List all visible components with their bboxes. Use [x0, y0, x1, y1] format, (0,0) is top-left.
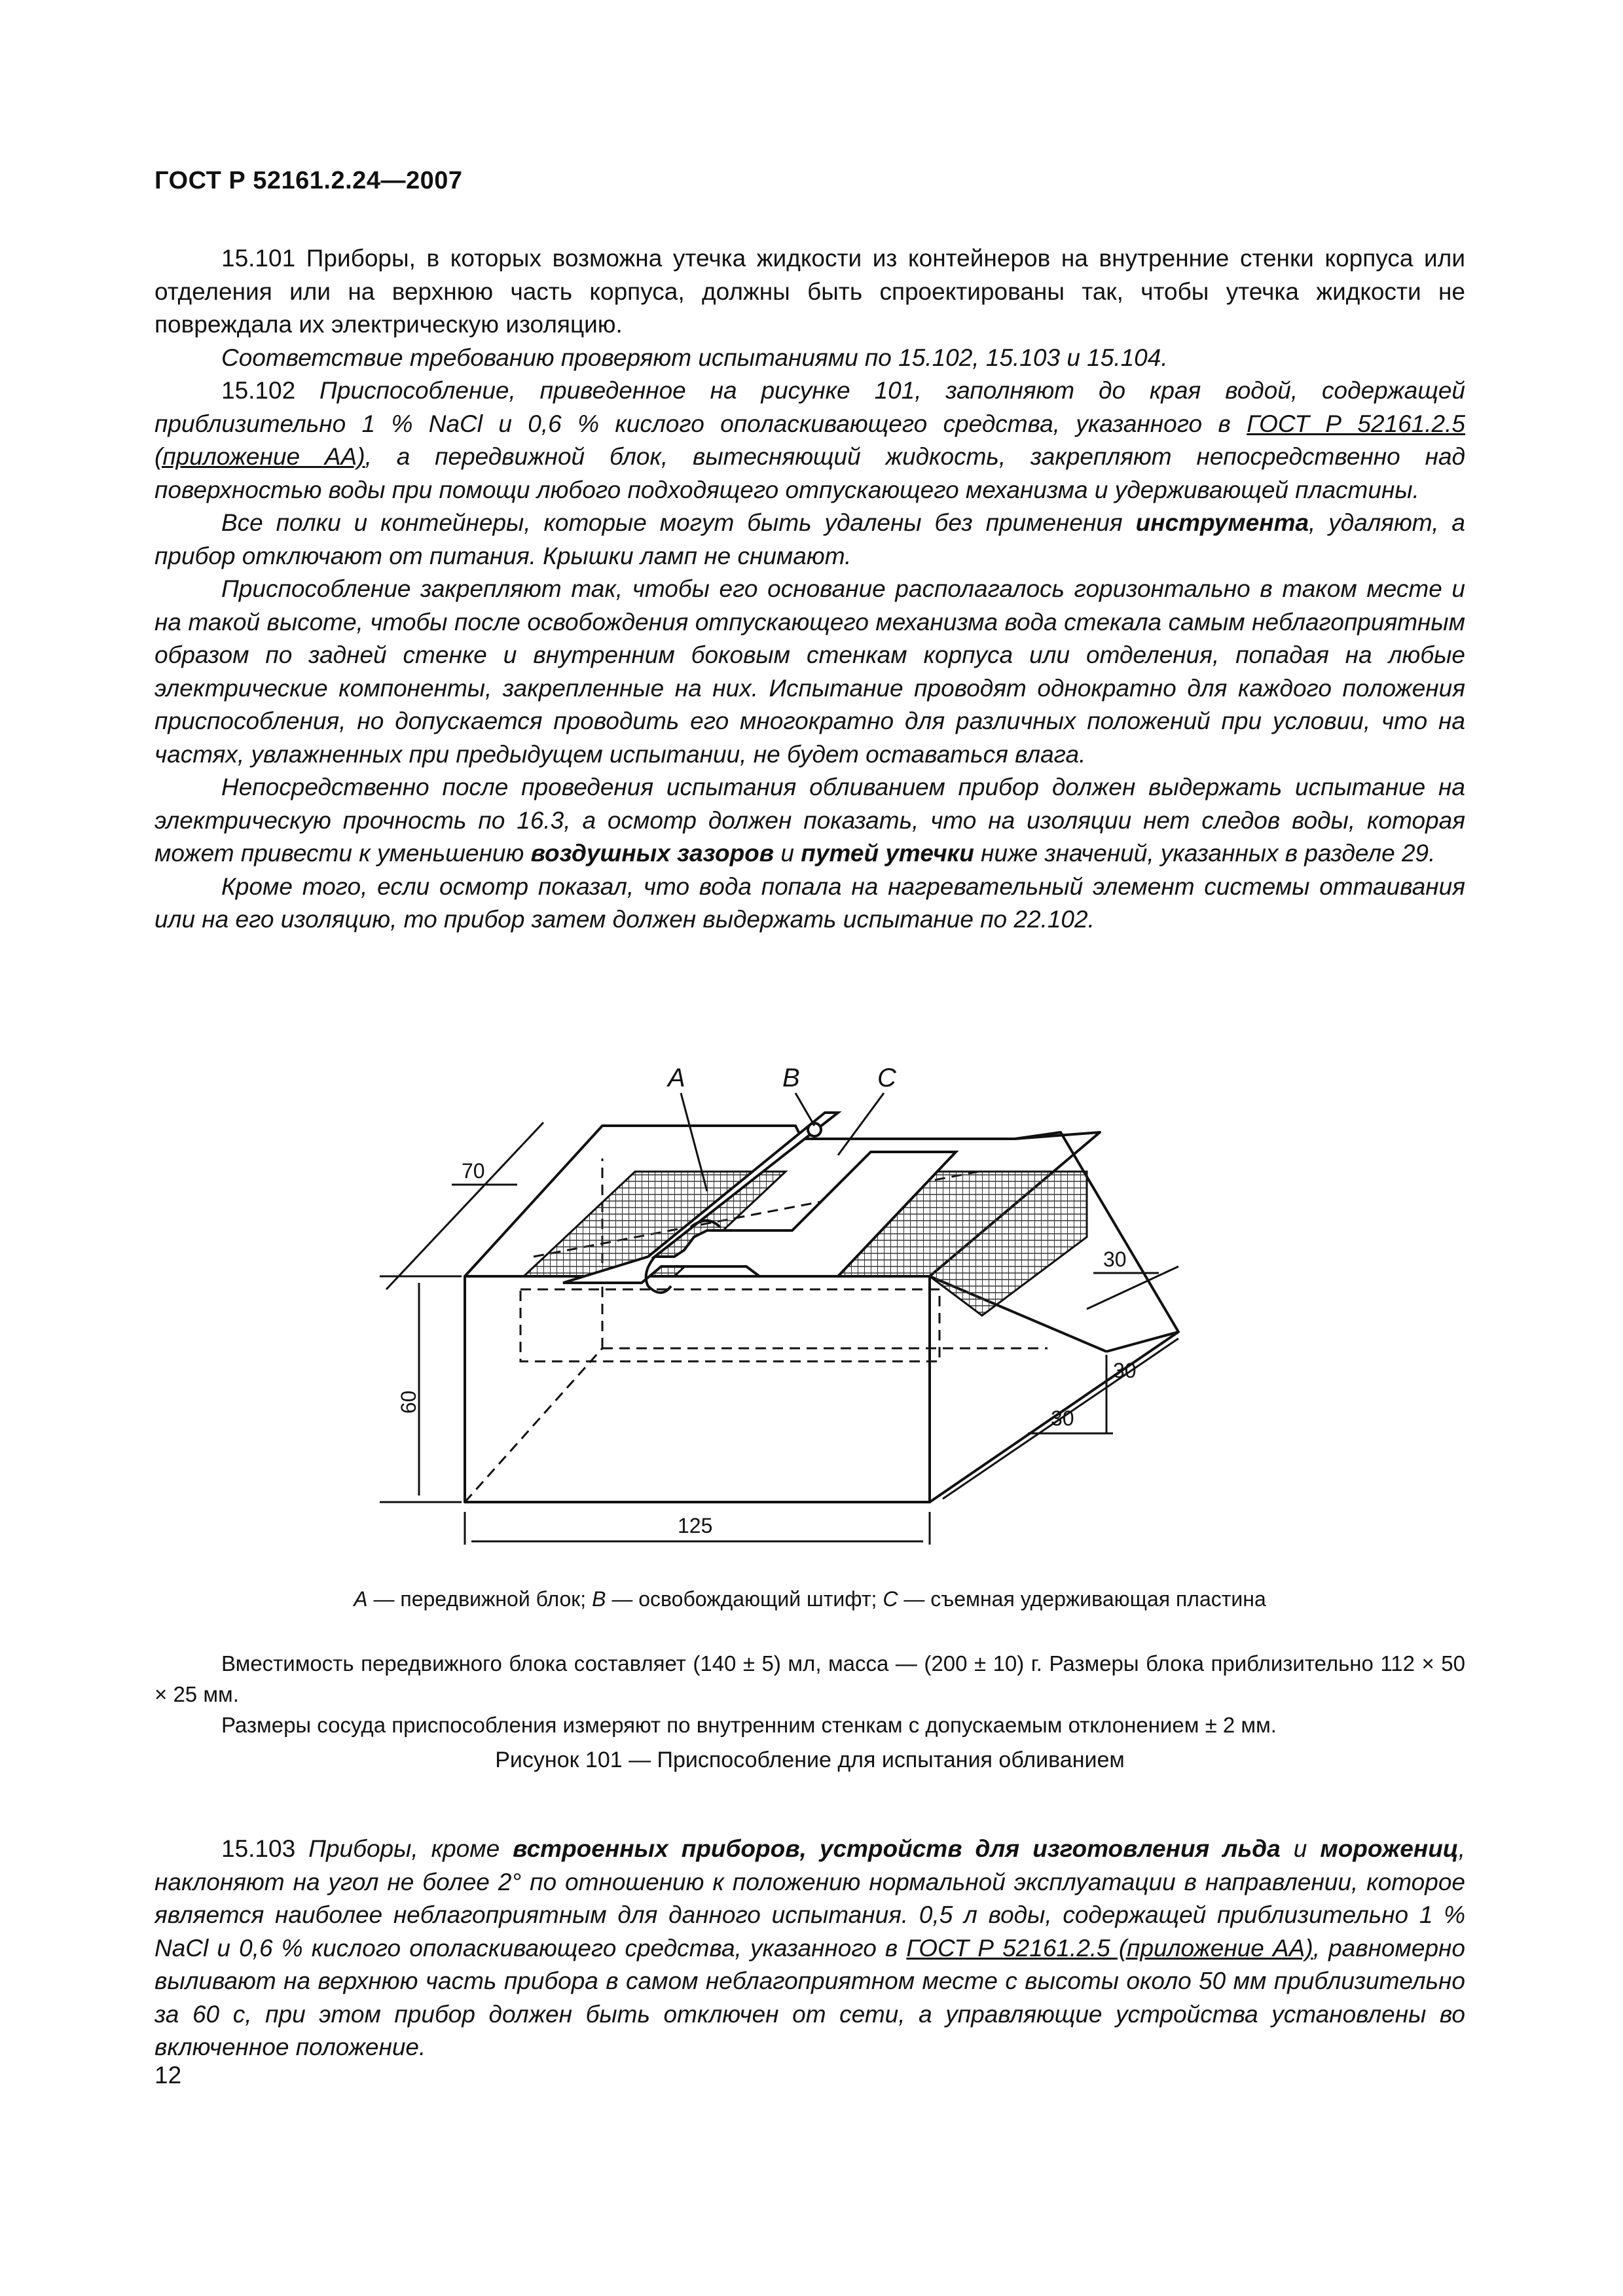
paragraph-text: , наклоняют на угол не более 2° по отношению к положению нормальной эксплуатации в направлении, которое является наиболее неблагоприятным для данного испытания. 0,5 л воды, содержащей приблизительно 1 % NaCl и 0,6 % кислого ополаскивающего средства, указанного в [155, 1835, 1465, 1962]
paragraph-15-102 [155, 374, 1465, 507]
paragraph-text: и [1280, 1835, 1321, 1862]
paragraph-text: Непосредственно после проведения испытания обливанием прибор должен выдержать испытание на электрическую прочность по 16.3, а осмотр должен показать, что на изоляции нет следов воды, которая может привести к уменьшению [155, 774, 1465, 867]
dim-line-70 [386, 1122, 543, 1289]
page-number: 12 [155, 2062, 182, 2089]
legend-letter: C [883, 1587, 898, 1611]
paragraph-text: , а передвижной блок, вытесняющий жидкость, закрепляют непосредственно над поверхностью воды при помощи любого подходящего отпускающего механизма и удерживающей пластины. [155, 443, 1465, 503]
clause-number: 15.103 [221, 1835, 296, 1862]
paragraph-text: Все полки и контейнеры, которые могут быть удалены без применения [221, 509, 1136, 536]
paragraph-text: , удаляют, а прибор отключают от питания. Крышки ламп не снимают. [155, 509, 1465, 569]
hidden-edge [465, 1348, 602, 1502]
paragraph-text: Приспособление, приведенное на рисунке 101, заполняют до края водой, содержащей приблизительно 1 % NaCl и 0,6 % кислого ополаскивающего средства, указанного в [155, 377, 1465, 437]
figure-101-drawing [367, 1041, 1250, 1564]
legend-text: — передвижной блок; [367, 1587, 593, 1611]
body-text-upper [155, 242, 1465, 937]
paragraph-text: и [774, 840, 801, 867]
leader-c [838, 1093, 884, 1155]
defined-term: воздушных зазоров [530, 840, 775, 867]
clause-number: 15.102 [221, 377, 296, 404]
paragraph-fixing: Приспособление закрепляют так, чтобы его основание располагалось горизонтально в таком месте и на такой высоте, чтобы после освобождения отпускающего механизма вода стекала самым неблагоприятным образом по задней стенке и внутренним боковым стенкам корпуса или отделения, попадая на любые электрические компоненты, закрепленные на них. Испытание проводят однократно для каждого положения приспособления, но допускается проводить его многократно для различных положений при условии, что на частях, увлажненных при предыдущем испытании, не будет оставаться влага. [155, 575, 1465, 768]
paragraph-compliance: Соответствие требованию проверяют испытаниями по 15.102, 15.103 и 15.104. [221, 344, 1168, 371]
figure-label-b: B [782, 1064, 800, 1092]
dimension-30-top: 30 [1103, 1247, 1127, 1271]
dimension-125: 125 [678, 1514, 713, 1537]
figure-label-c: C [877, 1064, 896, 1092]
legend-text: — съемная удерживающая пластина [898, 1587, 1266, 1611]
legend-letter: A [354, 1587, 368, 1611]
figure-note: Размеры сосуда приспособления измеряют по внутренним стенкам с допускаемым отклонением ± 2 мм. [221, 1713, 1277, 1737]
paragraph-text: ниже значений, указанных в разделе 29. [974, 840, 1436, 867]
hidden-tray-outline [520, 1289, 939, 1361]
defined-term: морожениц [1320, 1835, 1459, 1862]
dimension-60: 60 [397, 1390, 420, 1414]
leader-b [795, 1093, 814, 1126]
standard-reference-link[interactable]: ГОСТ Р 52161.2.5 (приложение АА) [906, 1934, 1313, 1962]
paragraph-text: Приборы, в которых возможна утечка жидкости из контейнеров на внутренние стенки корпуса или отделения или на верхнюю часть корпуса, должны быть спроектированы так, чтобы утечка жидкости не повреждала их электрическую изоляцию. [155, 245, 1465, 338]
legend-text: — освобождающий штифт; [606, 1587, 883, 1611]
figure-label-a: A [668, 1064, 685, 1092]
paragraph-15-101 [155, 242, 1465, 342]
dimension-70: 70 [462, 1159, 485, 1183]
standard-reference-link[interactable]: ГОСТ Р 52161.2.5 (приложение АА) [155, 410, 1465, 470]
paragraph-shelves [155, 507, 1465, 573]
document-header: ГОСТ Р 52161.2.24—2007 [155, 167, 463, 194]
paragraph-defrost: Кроме того, если осмотр показал, что вода попала на нагревательный элемент системы оттаивания или на его изоляцию, то прибор затем должен выдержать испытание по 22.102. [155, 872, 1465, 933]
paragraph-text: Приборы, кроме [295, 1835, 513, 1862]
defined-term: путей утечки [801, 840, 974, 867]
spout-lip [1106, 1332, 1178, 1352]
paragraph-electric-strength [155, 771, 1465, 870]
paragraph-15-103 [155, 1833, 1465, 2064]
defined-term: встроенных приборов, устройств для изготовления льда [513, 1835, 1281, 1862]
defined-term: инструмента [1135, 509, 1309, 536]
figure-note: Вместимость передвижного блока составляет (140 ± 5) мл, масса — (200 ± 10) г. Размеры блока приблизительно 112 × 50 × 25 мм. [155, 1651, 1465, 1706]
clause-number: 15.101 [221, 245, 296, 272]
figure-title: Рисунок 101 — Приспособление для испытания обливанием [495, 1748, 1125, 1772]
figure-legend [155, 1587, 1465, 1611]
dimension-30-right: 30 [1113, 1359, 1137, 1382]
figure-notes [155, 1648, 1465, 1740]
container-front-face [465, 1276, 930, 1502]
body-text-lower [155, 1833, 1465, 2064]
paragraph-text: , равномерно выливают на верхнюю часть прибора в самом неблагоприятном месте с высоты около 50 мм приблизительно за 60 с, при этом прибор должен быть отключен от сети, а управляющие устройства установлены во включенное положение. [155, 1934, 1465, 2060]
dimension-30-bottom: 30 [1051, 1407, 1074, 1430]
legend-letter: B [592, 1587, 606, 1611]
